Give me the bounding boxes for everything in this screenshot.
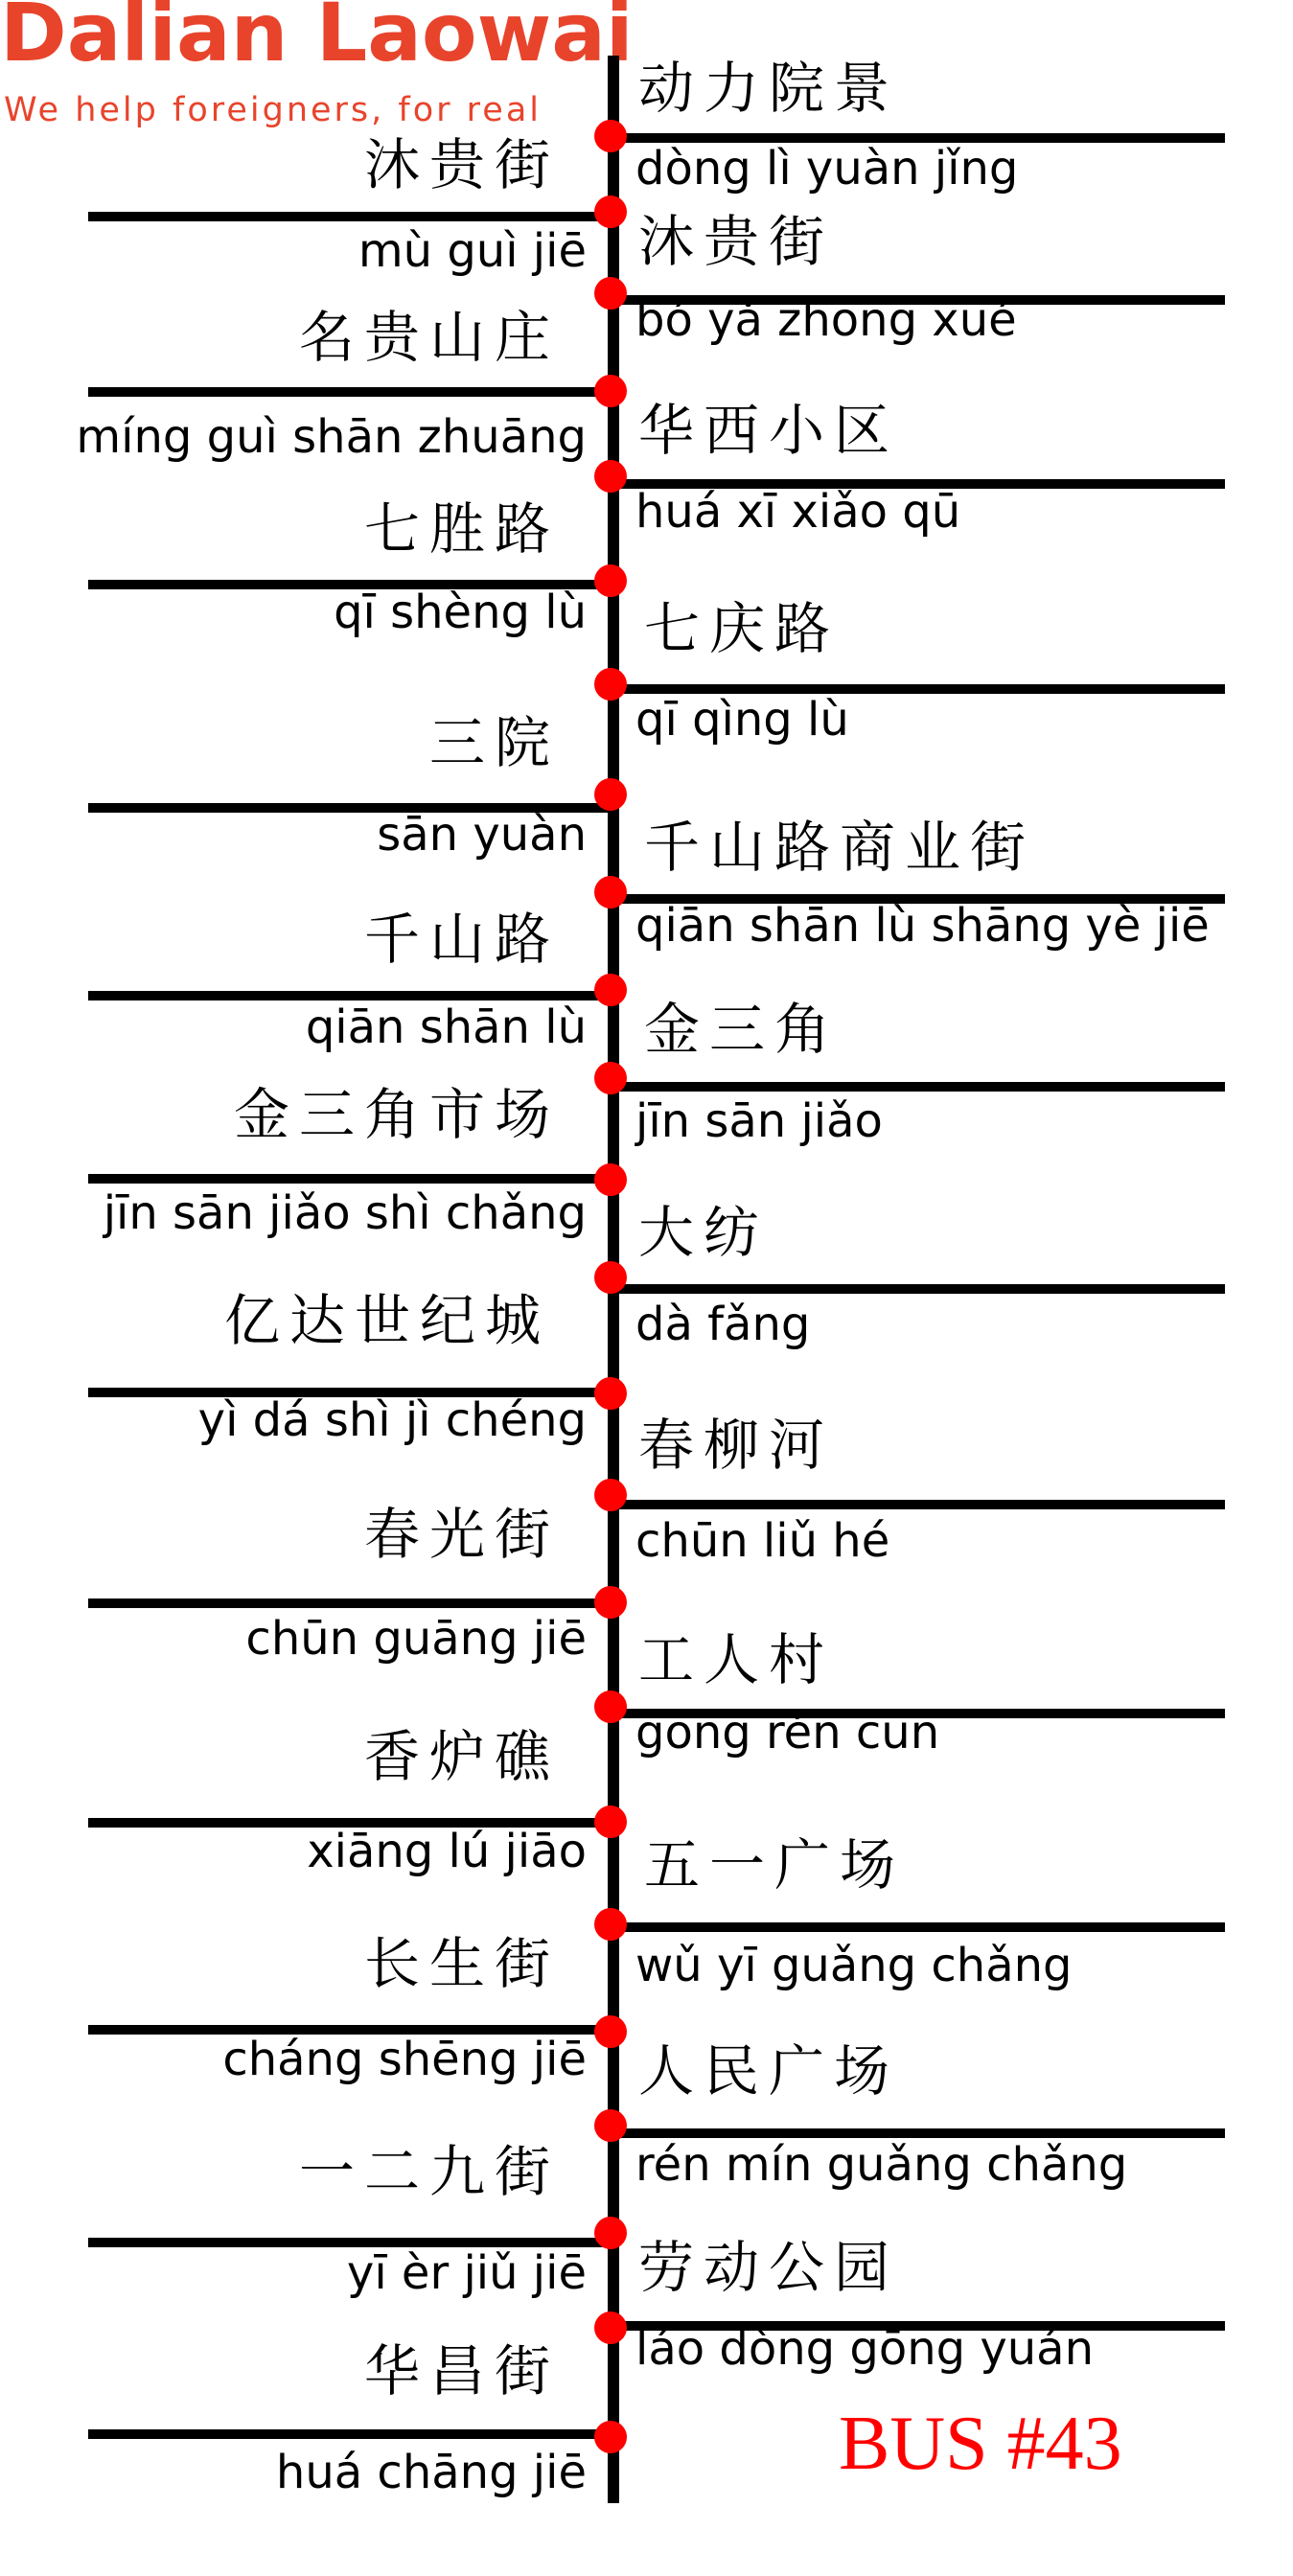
stop-name-hanzi: 春柳河 (638, 1413, 835, 1478)
stop-name-pinyin: qiān shān lù (305, 1000, 587, 1054)
logo-tagline: We help foreigners, for real (4, 91, 542, 129)
stop-name-pinyin: huá xī xiǎo qū (635, 485, 961, 539)
stop-name-pinyin: bó yǎ zhōng xué (635, 293, 1017, 347)
stop-name-pinyin: mù guì jiē (358, 224, 587, 278)
stop-name-pinyin: láo dòng gōng yuán (635, 2322, 1095, 2376)
stop-name-pinyin: xiāng lú jiāo (307, 1825, 587, 1878)
stop-name-hanzi: 金三角 (644, 997, 841, 1062)
stop-name-hanzi: 大纺 (638, 1200, 770, 1265)
stop-name-hanzi: 千山路 (363, 907, 560, 972)
stop-name-pinyin: dà fǎng (635, 1298, 811, 1351)
stop-name-hanzi: 香炉礁 (363, 1724, 560, 1789)
logo-wordmark: Dalian Laowai (0, 0, 634, 80)
stop-name-hanzi: 沐贵街 (363, 132, 560, 197)
stop-dot (594, 2421, 627, 2453)
stop-dot (594, 974, 627, 1006)
bus-number-label: BUS #43 (839, 2402, 1122, 2486)
stop-name-pinyin: gōng rén cūn (635, 1706, 940, 1760)
stop-name-pinyin: huá chāng jiē (275, 2446, 587, 2499)
stop-name-hanzi: 春光街 (363, 1502, 560, 1567)
stop-dot (594, 1261, 627, 1294)
stop-dot (594, 564, 627, 597)
stop-dot (594, 668, 627, 701)
stop-dot (594, 2109, 627, 2142)
stop-name-pinyin: chūn guāng jiē (245, 1612, 587, 1666)
stop-name-hanzi: 华西小区 (638, 398, 900, 463)
stop-dot (594, 1163, 627, 1196)
stop-name-pinyin: yì dá shì jì chéng (197, 1393, 587, 1447)
stop-name-hanzi: 动力院景 (638, 56, 900, 121)
stop-name-hanzi: 千山路商业街 (644, 815, 1036, 880)
stop-name-hanzi: 沐贵街 (638, 209, 835, 274)
stop-name-hanzi: 华昌街 (363, 2338, 560, 2404)
stop-name-pinyin: chūn liǔ hé (635, 1514, 890, 1568)
stop-dot (594, 1690, 627, 1723)
stop-name-pinyin: yī èr jiǔ jiē (346, 2246, 587, 2300)
stop-name-hanzi: 长生街 (363, 1931, 560, 1996)
stop-name-pinyin: cháng shēng jiē (222, 2033, 587, 2086)
stop-name-pinyin: jīn sān jiǎo shì chǎng (103, 1186, 587, 1240)
stop-name-hanzi: 名贵山庄 (298, 305, 560, 370)
stop-name-hanzi: 五一广场 (644, 1832, 906, 1898)
stop-name-pinyin: wǔ yī guǎng chǎng (635, 1939, 1073, 1992)
stop-name-pinyin: rén mín guǎng chǎng (635, 2138, 1128, 2192)
stop-name-pinyin: qī shèng lù (334, 586, 587, 639)
stop-dot (594, 375, 627, 407)
stop-dot (594, 277, 627, 310)
stop-dot (594, 1062, 627, 1094)
stop-name-hanzi: 工人村 (638, 1627, 835, 1692)
stop-name-pinyin: qiān shān lù shāng yè jiē (635, 899, 1210, 953)
stop-dot (594, 778, 627, 811)
stop-name-hanzi: 一二九街 (298, 2139, 560, 2204)
stop-dot (594, 196, 627, 228)
stop-dot (594, 2312, 627, 2344)
stop-name-hanzi: 亿达世纪城 (223, 1288, 550, 1353)
stop-dot (594, 1806, 627, 1838)
stop-name-pinyin: jīn sān jiǎo (635, 1094, 883, 1148)
stop-dot (594, 1586, 627, 1619)
stop-name-hanzi: 劳动公园 (638, 2235, 900, 2300)
stop-name-pinyin: sān yuàn (377, 808, 587, 862)
stop-name-pinyin: qī qìng lù (635, 693, 849, 747)
stop-dot (594, 1377, 627, 1410)
stop-dot (594, 120, 627, 152)
stop-name-pinyin: míng guì shān zhuāng (76, 410, 587, 464)
stop-dot (594, 876, 627, 908)
stop-name-hanzi: 七胜路 (363, 496, 560, 562)
stop-dot (594, 2217, 627, 2249)
stop-name-hanzi: 金三角市场 (233, 1082, 560, 1147)
stop-name-pinyin: dòng lì yuàn jǐng (635, 142, 1019, 196)
stop-name-hanzi: 人民广场 (638, 2038, 900, 2104)
stop-dot (594, 1908, 627, 1941)
stop-name-hanzi: 七庆路 (644, 596, 841, 661)
stop-dot (594, 2015, 627, 2048)
stop-dot (594, 460, 627, 493)
stop-name-hanzi: 三院 (428, 710, 560, 775)
stop-dot (594, 1479, 627, 1511)
